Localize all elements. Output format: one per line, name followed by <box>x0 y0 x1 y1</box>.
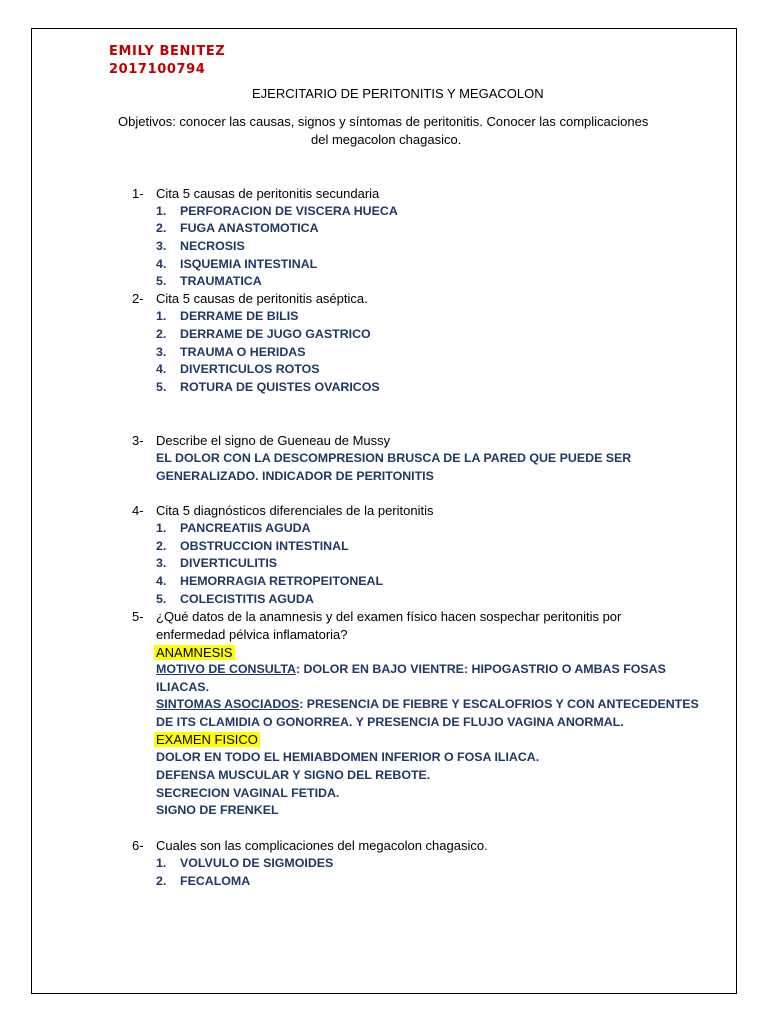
question-4 <box>132 503 434 518</box>
question-text: Cuales son las complicaciones del megacolon chagasico. <box>156 838 488 853</box>
question-text: Describe el signo de Gueneau de Mussy <box>156 433 391 448</box>
question-text: Cita 5 causas de peritonitis secundaria <box>156 186 380 201</box>
motivo-label: MOTIVO DE CONSULTA <box>156 662 296 676</box>
anamnesis-heading: ANAMNESIS <box>156 645 233 660</box>
examen-line: SIGNO DE FRENKEL <box>156 803 279 817</box>
question-6 <box>132 838 488 853</box>
objectives-line-2: del megacolon chagasico. <box>311 132 462 147</box>
question-number: 5- <box>132 609 144 624</box>
document-title: EJERCITARIO DE PERITONITIS Y MEGACOLON <box>252 86 544 101</box>
answer-item: 2. FECALOMA <box>156 874 251 888</box>
examen-line: DOLOR EN TODO EL HEMIABDOMEN INFERIOR O FOSA ILIACA. <box>156 750 540 764</box>
examen-line: SECRECION VAGINAL FETIDA. <box>156 786 340 800</box>
motivo-consulta-cont: ILIACAS. <box>156 680 210 694</box>
sintomas-asociados: SINTOMAS ASOCIADOS: PRESENCIA DE FIEBRE Y ESCALOFRIOS Y CON ANTECEDENTES <box>156 697 699 711</box>
answer-item: 5. ROTURA DE QUISTES OVARICOS <box>156 380 380 394</box>
author-name: EMILY BENITEZ <box>109 44 226 59</box>
answer-item: 1. VOLVULO DE SIGMOIDES <box>156 856 334 870</box>
answer-item: 4. DIVERTICULOS ROTOS <box>156 362 320 376</box>
answer-item: 5. TRAUMATICA <box>156 274 262 288</box>
question-5 <box>132 609 621 624</box>
answer-item: 4. ISQUEMIA INTESTINAL <box>156 257 318 271</box>
question-number: 4- <box>132 503 144 518</box>
author-id: 2017100794 <box>109 62 206 77</box>
answer-item: 2. DERRAME DE JUGO GASTRICO <box>156 327 371 341</box>
examen-heading: EXAMEN FISICO <box>156 732 258 747</box>
answer-item: 5. COLECISTITIS AGUDA <box>156 592 314 606</box>
answer-item: 3. NECROSIS <box>156 239 245 253</box>
motivo-consulta: MOTIVO DE CONSULTA: DOLOR EN BAJO VIENTRE: HIPOGASTRIO O AMBAS FOSAS <box>156 662 666 676</box>
answer-item: 1. PANCREATIIS AGUDA <box>156 521 311 535</box>
answer-item: 3. TRAUMA O HERIDAS <box>156 345 306 359</box>
answer-item: 2. FUGA ANASTOMOTICA <box>156 221 319 235</box>
question-text: Cita 5 diagnósticos diferenciales de la peritonitis <box>156 503 434 518</box>
answer-item: 1. PERFORACION DE VISCERA HUECA <box>156 204 398 218</box>
question-text: Cita 5 causas de peritonitis aséptica. <box>156 291 368 306</box>
question-number: 3- <box>132 433 144 448</box>
answer-item: 1. DERRAME DE BILIS <box>156 309 299 323</box>
question-1 <box>132 186 379 201</box>
question-2 <box>132 291 368 306</box>
question-3 <box>132 433 390 448</box>
question-number: 1- <box>132 186 144 201</box>
sintomas-label: SINTOMAS ASOCIADOS <box>156 697 300 711</box>
answer-item: 3. DIVERTICULITIS <box>156 556 278 570</box>
sintomas-asociados-cont: DE ITS CLAMIDIA O GONORREA. Y PRESENCIA DE FLUJO VAGINA ANORMAL. <box>156 715 624 729</box>
question-number: 2- <box>132 291 144 306</box>
objectives-line-1: Objetivos: conocer las causas, signos y síntomas de peritonitis. Conocer las complicaciones <box>118 114 649 129</box>
answer-item: 4. HEMORRAGIA RETROPEITONEAL <box>156 574 384 588</box>
answer-text: GENERALIZADO. INDICADOR DE PERITONITIS <box>156 469 434 483</box>
question-text-cont: enfermedad pélvica inflamatoria? <box>156 627 348 642</box>
examen-line: DEFENSA MUSCULAR Y SIGNO DEL REBOTE. <box>156 768 431 782</box>
answer-text: EL DOLOR CON LA DESCOMPRESION BRUSCA DE LA PARED QUE PUEDE SER <box>156 451 632 465</box>
question-text: ¿Qué datos de la anamnesis y del examen físico hacen sospechar peritonitis por <box>156 609 622 624</box>
answer-item: 2. OBSTRUCCION INTESTINAL <box>156 539 349 553</box>
question-number: 6- <box>132 838 144 853</box>
